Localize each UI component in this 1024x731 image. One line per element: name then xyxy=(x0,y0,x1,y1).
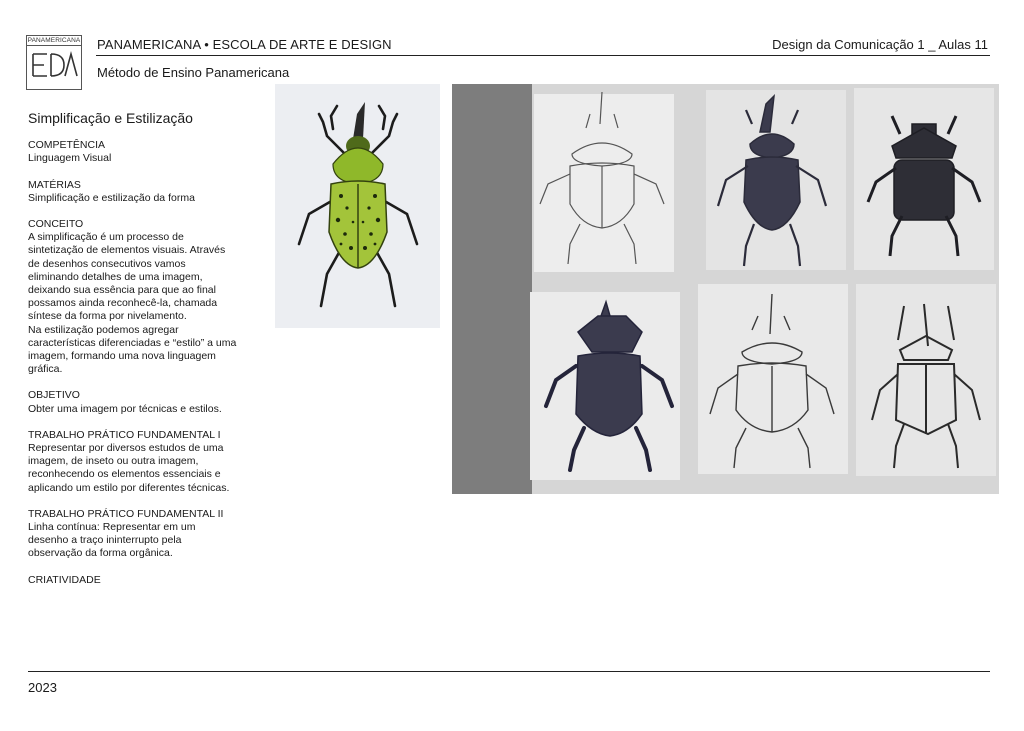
school-name: PANAMERICANA • ESCOLA DE ARTE E DESIGN xyxy=(97,37,392,52)
block-text: Simplificação e estilização da forma xyxy=(28,191,195,204)
block-heading: TRABALHO PRÁTICO FUNDAMENTAL II xyxy=(28,507,224,520)
block-heading: TRABALHO PRÁTICO FUNDAMENTAL I xyxy=(28,428,221,441)
logo-text: PANAMERICANA xyxy=(27,37,81,44)
logo-mark-icon xyxy=(31,50,79,80)
block-text: Obter uma imagem por técnicas e estilos. xyxy=(28,402,222,415)
block-objetivo xyxy=(28,389,238,415)
course-title: Design da Comunicação 1 _ Aulas 11 xyxy=(772,37,988,52)
block-text: Linguagem Visual xyxy=(28,152,112,165)
footer-year: 2023 xyxy=(28,680,57,695)
green-beetle-illustration xyxy=(275,84,440,328)
block-trabalho-1 xyxy=(28,429,238,495)
block-materias xyxy=(28,179,238,205)
block-heading: CONCEITO xyxy=(28,218,84,231)
description-column xyxy=(28,112,238,600)
section-title: Simplificação e Estilização xyxy=(28,110,193,126)
block-criatividade xyxy=(28,574,238,587)
block-heading: CRIATIVIDADE xyxy=(28,573,101,586)
block-heading: MATÉRIAS xyxy=(28,178,81,191)
block-conceito xyxy=(28,218,238,376)
block-heading: COMPETÊNCIA xyxy=(28,139,106,152)
block-competencia xyxy=(28,139,238,165)
block-text: Representar por diversos estudos de uma imagem, de inseto ou outra imagem, reconhecendo os elementos essenciais e aplicando um estilo por diferentes técnicas. xyxy=(28,442,230,494)
footer-divider xyxy=(28,671,990,672)
block-text: A simplificação é um processo de sintetização de elementos visuais. Através de desenhos consecutivos vamos eliminando detalhes de uma imagem, deixando sua essência para que ao final possamos ainda reconhecê-la, chamada síntese da forma por nivelamento. xyxy=(28,231,226,323)
block-text-2: Na estilização podemos agregar características diferenciadas e “estilo” a uma imagem, formando uma nova linguagem gráfica. xyxy=(28,323,237,376)
beetle-simplification-studies-photo xyxy=(452,84,999,494)
school-logo xyxy=(26,35,82,90)
block-trabalho-2 xyxy=(28,508,238,561)
block-text: Linha contínua: Representar em um desenho a traço ininterrupto pela observação da forma orgânica. xyxy=(28,521,196,560)
method-subtitle: Método de Ensino Panamericana xyxy=(97,65,290,80)
header-divider xyxy=(96,55,990,56)
block-heading: OBJETIVO xyxy=(28,389,80,402)
